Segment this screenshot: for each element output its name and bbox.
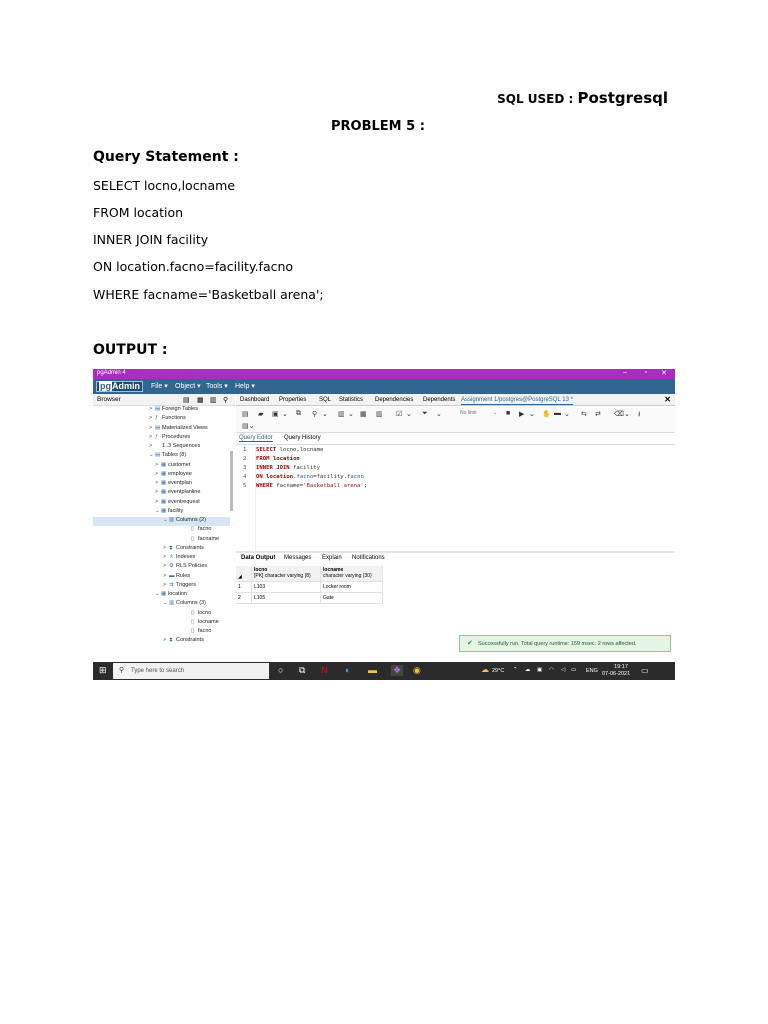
pgadmin-logo: pgAdmin [96, 381, 143, 392]
row-number: 1 [236, 582, 252, 593]
tree-node-icon: ▯ [191, 628, 195, 634]
chevron-down-icon[interactable]: ⌄ [322, 411, 328, 418]
tree-node[interactable] [149, 406, 198, 415]
chevron-right-icon[interactable]: > [163, 554, 167, 560]
tree-node-label: location [168, 591, 187, 597]
tree-node-icon: ▯ [191, 618, 195, 625]
tab-query-tool[interactable]: Assignment 1/postgres@PostgreSQL 13 * [461, 397, 573, 403]
tree-node[interactable] [149, 452, 186, 461]
tree-node-icon: ▦ [161, 591, 167, 597]
line-gutter [236, 446, 256, 551]
chevron-right-icon[interactable]: > [163, 637, 167, 644]
minimize-icon[interactable]: – [623, 369, 627, 376]
check-icon: ✔ [467, 640, 473, 647]
chevron-down-icon[interactable]: ⌄ [149, 452, 154, 459]
chevron-right-icon[interactable]: > [155, 498, 159, 505]
tree-node-label: Rules [176, 572, 191, 579]
row-number: 2 [236, 593, 252, 604]
tree-node-icon: ▦ [161, 507, 167, 514]
cell-locno[interactable]: L103 [252, 582, 321, 593]
tree-node-icon: ▦ [161, 461, 167, 468]
code-line: FROM location [256, 456, 300, 462]
tab-query-editor[interactable]: Query Editor [239, 435, 273, 441]
tree-node-label: facno [198, 526, 212, 533]
tree-node-label: 1..3 Sequences [162, 443, 201, 449]
tree-node-label: Tables (8) [162, 452, 187, 459]
clock-time[interactable]: 19:17 [614, 664, 628, 670]
clock-date[interactable]: 07-06-2021 [602, 671, 631, 677]
cell-locname[interactable]: Gate [321, 593, 383, 604]
tree-node[interactable] [185, 536, 219, 545]
weather-icon[interactable]: ☁ [481, 665, 489, 674]
tree-node-icon: ▥ [169, 517, 175, 523]
tree-node-label: Functions [162, 415, 186, 422]
tree-scrollbar[interactable] [230, 451, 233, 511]
tab-query-history[interactable]: Query History [284, 435, 321, 441]
query-statement-label: Query Statement : [93, 149, 239, 165]
tree-node-icon: ⧗ [169, 544, 173, 551]
tree-node-icon: ▤ [155, 452, 161, 459]
chrome-icon[interactable]: ◉ [413, 665, 421, 675]
chevron-down-icon[interactable]: ⌄ [155, 591, 160, 597]
tree-node[interactable] [185, 526, 211, 535]
language-indicator[interactable]: ENG [586, 668, 598, 674]
battery-icon[interactable]: ▭ [571, 667, 577, 673]
sql-used-value: Postgresql [577, 89, 668, 107]
maximize-icon[interactable]: ▫ [644, 369, 647, 376]
chevron-down-icon[interactable]: ⌄ [348, 411, 354, 418]
tree-node-label: facility [168, 507, 184, 514]
copy-icon[interactable]: ⧉ [296, 410, 301, 417]
chevron-right-icon[interactable]: > [149, 406, 153, 412]
tree-node-label: facname [198, 535, 220, 542]
sort-icon[interactable]: ◢ [236, 566, 252, 582]
chevron-down-icon[interactable]: ⌄ [163, 517, 168, 523]
query-line: FROM location [93, 205, 184, 220]
onedrive-icon[interactable]: ☁ [525, 667, 531, 673]
chevron-down-icon[interactable]: ⌄ [564, 411, 570, 418]
volume-icon[interactable]: ◁ [561, 667, 566, 673]
tree-node-label: eventplanline [168, 489, 201, 496]
tab-statistics[interactable]: Statistics [339, 397, 364, 403]
menu-object[interactable]: Object ▾ [175, 383, 201, 390]
tree-node-label: eventrequest [168, 498, 200, 505]
tree-node[interactable] [149, 443, 200, 452]
windows-start-icon[interactable]: ⊞ [99, 665, 107, 675]
tree-node-label: facno [198, 628, 212, 634]
notification-icon[interactable]: ▭ [641, 666, 649, 675]
tree-node[interactable] [155, 471, 192, 480]
tree-node-label: Triggers [176, 581, 196, 588]
chevron-down-icon[interactable]: ⌄ [436, 411, 442, 418]
tree-node-label: eventplan [168, 480, 192, 486]
tree-node[interactable] [163, 554, 195, 563]
code-line: INNER JOIN facility [256, 465, 320, 471]
close-icon[interactable]: ✕ [661, 370, 667, 377]
chevron-right-icon[interactable]: > [149, 433, 153, 440]
tree-node-icon: ▯ [191, 609, 195, 616]
chevron-down-icon[interactable]: ⌄ [406, 411, 412, 418]
tree-node-icon: ♗ [169, 554, 174, 560]
tree-node-label: locname [198, 618, 219, 625]
problem-heading: PROBLEM 5 : [331, 119, 425, 134]
tree-node-label: Foreign Tables [162, 406, 198, 412]
line-number: 3 [243, 465, 247, 471]
tree-node-label: customer [168, 461, 191, 468]
menu-file[interactable]: File ▾ [151, 383, 168, 390]
tree-node-icon: ▦ [161, 480, 167, 486]
chevron-right-icon[interactable]: > [155, 480, 159, 486]
chevron-right-icon[interactable]: > [163, 572, 167, 579]
browser-header [93, 394, 235, 406]
tree-node-icon: ▤ [155, 406, 161, 412]
tab-dependencies[interactable]: Dependencies [375, 397, 414, 403]
tab-data-output[interactable]: Data Output [241, 555, 276, 561]
chevron-right-icon[interactable]: > [155, 470, 159, 477]
tree-node[interactable] [149, 415, 186, 424]
success-toast [459, 635, 671, 652]
file-explorer-icon[interactable]: ▬ [368, 665, 377, 675]
tab-dependents[interactable]: Dependents [423, 397, 456, 403]
tree-node[interactable] [149, 425, 208, 434]
tree-node-label: Constraints [176, 544, 204, 551]
stop-icon[interactable]: ■ [506, 410, 511, 417]
tab-sql[interactable]: SQL [319, 397, 332, 403]
tree-node-icon: ⚙ [169, 563, 174, 570]
line-number: 2 [243, 456, 247, 462]
commit-icon[interactable]: ⇆ [581, 411, 587, 418]
tab-dashboard[interactable]: Dashboard [240, 397, 270, 403]
tree-node-label: Constraints [176, 637, 204, 644]
window-title: pgAdmin 4 [97, 370, 126, 376]
tree-node-icon: ⇉ [169, 581, 174, 588]
tab-properties[interactable]: Properties [279, 397, 307, 403]
panel-divider[interactable] [236, 551, 675, 553]
tree-node-icon: ▬ [169, 572, 175, 579]
tree-node[interactable] [163, 573, 190, 582]
chevron-down-icon[interactable]: ⌄ [163, 600, 168, 607]
edge-icon[interactable]: ◐ [345, 665, 351, 675]
line-number: 5 [243, 483, 247, 489]
tree-node-label: employee [168, 470, 192, 477]
edit-icon[interactable]: ▦ [360, 411, 367, 418]
chevron-down-icon[interactable]: ⌄ [282, 411, 288, 418]
download-icon[interactable]: ⭳ [638, 411, 641, 418]
tree-node-icon: ▥ [169, 600, 175, 607]
query-line: SELECT locno,locname [93, 178, 236, 193]
tree-node[interactable] [185, 610, 211, 619]
tree-node-label: Columns (3) [176, 600, 206, 607]
tab-explain[interactable]: Explain [322, 555, 342, 561]
netflix-icon[interactable]: N [321, 665, 328, 675]
chevron-down-icon[interactable]: ⌄ [624, 411, 630, 418]
search-icon: ⚲ [119, 667, 125, 674]
tree-node-label: locno [198, 609, 212, 616]
tree-node[interactable] [155, 591, 187, 600]
system-tray [475, 662, 675, 680]
tree-node[interactable] [163, 637, 204, 646]
column-header-locname[interactable]: locname character varying (30) [321, 566, 383, 582]
open-file-icon[interactable]: ▰ [258, 411, 264, 418]
sql-used-line [497, 89, 668, 107]
tree-node-icon: ▤ [155, 424, 161, 431]
task-view-icon[interactable]: ⧉ [299, 665, 306, 675]
tree-node[interactable] [163, 582, 196, 591]
chevron-right-icon[interactable]: > [163, 544, 167, 551]
paste-icon[interactable]: ▥ [338, 411, 345, 418]
chevron-right-icon[interactable]: > [155, 489, 159, 496]
tree-node-icon: ƒ [155, 433, 159, 440]
delete-icon[interactable]: ▥ [376, 411, 383, 418]
browser-label: Browser [97, 396, 121, 403]
output-label: OUTPUT : [93, 342, 168, 358]
code-line: SELECT locno,locname [256, 447, 324, 453]
line-number: 4 [243, 474, 247, 480]
code-line: WHERE facname='Basketball arena'; [256, 483, 368, 489]
menu-help[interactable]: Help ▾ [235, 383, 255, 390]
browser-tree [93, 406, 235, 657]
toast-message: Successfully run. Total query runtime: 159 msec. 2 rows affected. [478, 641, 637, 647]
pgadmin-screenshot [93, 369, 675, 680]
chevron-right-icon[interactable]: > [163, 581, 167, 588]
chevron-right-icon[interactable]: > [149, 415, 153, 422]
column-header-locno[interactable]: locno [PK] character varying (8) [252, 566, 321, 582]
cortana-icon[interactable]: ○ [278, 665, 284, 675]
tree-node-icon: ƒ [155, 415, 159, 422]
query-line: WHERE facname='Basketball arena'; [93, 287, 324, 302]
windows-taskbar [93, 662, 675, 680]
code-line: ON location.facno=facility.facno [256, 474, 364, 480]
sql-used-label: SQL USED : [497, 92, 578, 106]
chevron-right-icon[interactable]: > [149, 424, 153, 431]
explain-analyze-icon[interactable]: ▬ [554, 410, 561, 417]
cell-locno[interactable]: L105 [252, 593, 321, 604]
tree-node-icon: ⧗ [169, 637, 173, 644]
tree-node-icon: ▦ [161, 470, 167, 477]
query-toolbar [236, 407, 675, 433]
tree-node[interactable] [185, 628, 211, 637]
network-icon[interactable]: ◠ [549, 667, 554, 673]
explain-icon[interactable]: ✋ [542, 411, 551, 418]
tree-node[interactable] [155, 489, 200, 498]
close-tab-icon[interactable]: ✕ [664, 395, 671, 404]
cell-locname[interactable]: Locker room [321, 582, 383, 593]
window-titlebar [93, 369, 675, 379]
pgadmin-taskbar-icon[interactable]: ❖ [393, 665, 402, 675]
tree-node-label: Procedures [162, 433, 191, 440]
chevron-down-icon[interactable]: ⌄ [155, 507, 160, 514]
macros-icon[interactable]: ▤⌄ [242, 423, 255, 430]
weather-temp[interactable]: 29°C [492, 668, 505, 674]
tree-node-label: Indexes [176, 554, 196, 560]
chevron-up-icon[interactable]: ⌃ [513, 667, 518, 673]
query-tabs [236, 433, 675, 445]
tree-node-label: RLS Policies [176, 563, 208, 570]
rollback-icon[interactable]: ⇄ [595, 411, 601, 418]
tree-node-icon: ▦ [161, 489, 167, 496]
table-icon[interactable]: ▦ [197, 397, 204, 404]
tab-notifications[interactable]: Notifications [352, 555, 385, 561]
tree-node[interactable] [163, 600, 206, 609]
chevron-right-icon[interactable]: > [149, 443, 153, 449]
find-icon[interactable]: ⚲ [312, 411, 318, 418]
row-limit-select[interactable]: No limit ⌄ [460, 410, 498, 416]
tree-node[interactable] [155, 462, 191, 471]
tree-node[interactable] [155, 508, 183, 517]
chevron-down-icon[interactable]: ⌄ [529, 411, 535, 418]
search-icon[interactable]: ⚲ [223, 397, 229, 404]
tree-node[interactable] [93, 517, 230, 526]
query-line: INNER JOIN facility [93, 232, 209, 247]
tree-node-icon: ▯ [191, 535, 195, 542]
tree-node[interactable] [163, 563, 207, 572]
tree-node[interactable] [163, 545, 204, 554]
tree-node[interactable] [155, 499, 200, 508]
search-placeholder: Type here to search [131, 668, 185, 674]
line-number: 1 [243, 447, 247, 453]
chevron-right-icon[interactable]: > [163, 563, 167, 570]
query-tool-icon[interactable]: ▥ [210, 397, 217, 404]
menubar [93, 379, 675, 394]
menu-tools[interactable]: Tools ▾ [206, 383, 228, 390]
database-icon[interactable]: ▤ [183, 397, 190, 404]
save-icon[interactable]: ▣ [272, 411, 279, 418]
query-editor[interactable] [236, 446, 675, 551]
tree-node-label: Columns (2) [176, 517, 206, 523]
tab-messages[interactable]: Messages [284, 555, 312, 561]
tree-node-icon: ▯ [191, 526, 195, 533]
tray-app-icon[interactable]: ▣ [537, 667, 543, 673]
execute-icon[interactable]: ▶ [519, 411, 525, 418]
chevron-right-icon[interactable]: > [155, 461, 159, 468]
tree-node[interactable] [149, 434, 190, 443]
tree-node[interactable] [155, 480, 192, 489]
taskbar-search-box[interactable] [113, 663, 269, 679]
query-line: ON location.facno=facility.facno [93, 259, 294, 274]
tree-node-label: Materialized Views [162, 424, 208, 431]
main-tabs [236, 394, 675, 406]
database-icon[interactable]: ▤ [242, 411, 249, 418]
tree-node[interactable] [185, 619, 219, 628]
tree-node-icon: ▦ [161, 498, 167, 505]
filter-icon[interactable]: ⏷ [422, 410, 428, 417]
edit-rows-icon[interactable]: ☑ [396, 411, 403, 418]
output-tabs [236, 555, 675, 566]
clear-icon[interactable]: ⌫ [614, 411, 624, 418]
